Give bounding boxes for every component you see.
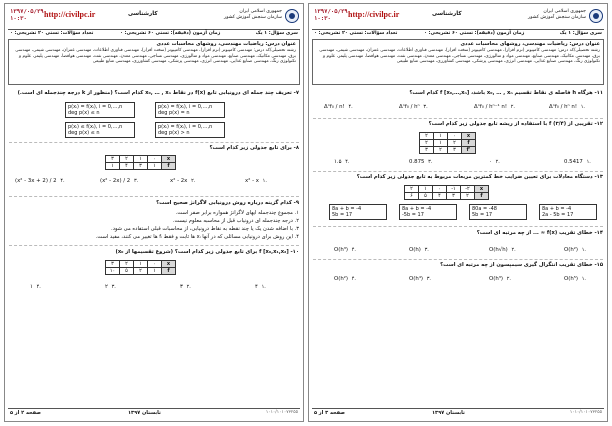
divider [9, 245, 299, 246]
table-cell: ۳ [448, 147, 462, 154]
option-number: ۳. [133, 178, 139, 184]
option-3[interactable] [399, 204, 457, 220]
org-line-2: سازمان سنجش آموزش کشور [528, 15, 586, 20]
footer-code: ۱۰۱۰/۱۰۱۰۷۳۲۵۵ [569, 410, 602, 415]
option-1[interactable] [549, 104, 585, 111]
exam-page-left [4, 3, 304, 422]
question-number: ۱۳- [594, 174, 603, 180]
question-text: دستگاه معادلات برای تعیین ضرایب خط کمترین مربعات مربوط به تابع جدولی زیر کدام است؟ [356, 174, 593, 180]
option-value: Δⁿf₀ / hⁿ⁻¹ n! [474, 104, 507, 110]
option-2[interactable] [469, 204, 527, 220]
bar-col-3: سری سؤال: ۱ یک [559, 31, 602, 36]
table-header-x: x [162, 156, 176, 163]
option-number: ۴. [345, 159, 350, 165]
option-4[interactable] [30, 284, 41, 291]
table-cell: -۱ [447, 186, 461, 193]
table-cell: ۱ [434, 140, 448, 147]
option-value: O(h³) [489, 276, 504, 282]
option-2[interactable]: ۲. درجه چندجمله ای درونیاب قبل از محاسبه معلوم نیست. [172, 218, 299, 224]
footer-code: ۱۰۱۰/۱۰۱۰۷۳۲۵۵ [265, 410, 298, 415]
option-line: 8a + b = -4 [542, 206, 572, 212]
option-line: deg p(x) = n [158, 110, 190, 116]
option-number: ۲. [510, 104, 515, 110]
question-number: ۷- [293, 90, 299, 96]
option-4[interactable] [324, 104, 353, 111]
option-4[interactable] [334, 159, 350, 166]
table-cell: ۱ [419, 186, 433, 193]
header-org [224, 9, 282, 21]
option-value: O(h⁵) [564, 276, 579, 282]
option-3[interactable] [409, 159, 432, 166]
footer-page-number: صفحه ۳ از ۵ [314, 410, 346, 416]
option-4[interactable] [334, 276, 356, 283]
question-10 [9, 249, 299, 256]
option-number: ۴. [60, 178, 65, 184]
header-url-link[interactable]: http://civilpc.ir [348, 10, 400, 19]
bar-col-1: تعداد سؤالات: تستی ۲۰ تشریحی: ۰ [10, 31, 94, 36]
table-cell: ۲ [420, 140, 434, 147]
course-fields: رشته تحصیلی/کد درس: مهندسی کامپیوتر (نرم افزار)، مهندسی کامپیوتر (سخت افزار)، مهندسی فناوری اطلاعات، مهندسی عمران، مهندسی شیمی، مهندسی برق، مهندسی مکانیک، مهندسی صنایع، مهندسی مواد و متالورژی، مهندسی نساجی، مهندسی معدن، مهندسی نفت، مهندسی هوافضا، مهندسی پلیمر، علوم و تکنولوژی رنگ، مهندسی صنایع غذایی، مهندسی انرژی، مهندسی پزشکی، مهندسی کشاورزی، مهندسی منابع طبیعی [319, 48, 600, 65]
question-number: ۱۵- [594, 262, 603, 268]
university-logo-icon [589, 9, 603, 23]
option-line: deg p(x) ≤ n [68, 130, 100, 136]
option-line: p(xᵢ) ≤ f(xᵢ), i = 0,…,n [68, 124, 123, 130]
divider [312, 408, 604, 409]
option-line: 2a - 5b = 17 [542, 212, 574, 218]
divider [313, 118, 603, 119]
data-table [105, 260, 176, 275]
option-value: ۰ [489, 159, 492, 165]
option-value: ۳ [180, 284, 183, 290]
course-title: عنوان درس: ریاضیات مهندسی، روشهای محاسبات عددی [460, 41, 600, 47]
option-value: ۴ [255, 284, 258, 290]
option-value: (x² - 2x) / 2 [100, 178, 131, 184]
table-cell: ۶ [405, 193, 419, 200]
option-1[interactable] [539, 204, 597, 220]
footer-term: تابستان ۱۳۹۷ [128, 410, 161, 416]
table-cell: ۲ [461, 193, 475, 200]
table-cell: ۱ [134, 261, 148, 268]
option-number: ۲. [186, 284, 191, 290]
option-3[interactable] [409, 247, 429, 254]
question-11 [313, 90, 603, 97]
question-text: برای تابع جدولی زیر کدام است؟ [209, 145, 292, 151]
option-number: ۲. [191, 178, 196, 184]
option-1[interactable] [564, 247, 586, 254]
table-cell: ۰ [148, 156, 162, 163]
org-line-2: سازمان سنجش آموزش کشور [224, 15, 282, 20]
org-line-1: جمهوری اسلامی ایران [543, 9, 586, 14]
header-date-time [314, 9, 348, 23]
option-number: ۳. [111, 284, 116, 290]
divider [313, 259, 603, 260]
option-3[interactable]: ۳. با اضافه شدن یک یا چند نقطه به نقاط درونیابی، از محاسبات قبلی استفاده می شود. [111, 226, 299, 232]
header-time: ۱۰:۳۰ [10, 16, 27, 22]
table-cell: ۳ [447, 193, 461, 200]
table-cell: ۳ [134, 163, 148, 170]
footer-term: تابستان ۱۳۹۷ [432, 410, 465, 416]
option-number: ۴. [36, 284, 41, 290]
divider [313, 226, 603, 227]
option-number: ۱. [581, 247, 587, 253]
option-line: 5b = 17 [472, 212, 493, 218]
option-value: x² - 2x [170, 178, 188, 184]
option-1[interactable] [564, 159, 591, 166]
table-cell: ۲ [405, 186, 419, 193]
page-header [312, 7, 604, 29]
option-2[interactable] [65, 102, 135, 118]
option-value: O(h²) [334, 276, 349, 282]
option-4[interactable]: ۴. این روش برای درونیابی مسائلی که در آنها xᵢ ها ثابت و فقط fᵢ ها تغییر می کنند، مفید است. [95, 234, 299, 240]
option-value: O(h³) [334, 247, 349, 253]
option-line: p(xᵢ) = f(xᵢ), i = 0,…,n [68, 104, 123, 110]
divider [9, 196, 299, 197]
table-cell: ۲ [120, 261, 134, 268]
option-line: deg p(x) ≤ n [68, 110, 100, 116]
table-header-x: x [475, 186, 489, 193]
org-line-1: جمهوری اسلامی ایران [239, 9, 282, 14]
course-info-box [312, 39, 604, 85]
question-14 [313, 230, 603, 237]
divider [8, 29, 300, 30]
option-value: 0.875 [409, 159, 425, 165]
table-cell: ۱ [148, 268, 162, 275]
table-header-fp: f' [462, 147, 476, 154]
option-number: ۳. [423, 104, 428, 110]
course-info-box [8, 39, 300, 85]
divider [8, 408, 300, 409]
header-date: ۱۳۹۷/۰۵/۲۹ [10, 9, 44, 15]
header-date-time [10, 9, 44, 23]
table-cell: ۲ [120, 156, 134, 163]
question-text: کدام گزینه درباره روش درونیابی لاگرانژ صحیح است؟ [156, 200, 292, 206]
option-number: ۱. [262, 178, 267, 184]
option-number: ۴. [351, 247, 357, 253]
table-cell: ۲ [434, 147, 448, 154]
question-12 [313, 121, 603, 128]
question-text: هرگاه h فاصله ی نقاط تقسیم x₀, … , xₙ باشد، [x₀,…,xₙ] f کدام است؟ [409, 90, 593, 96]
table-header-x: x [462, 133, 476, 140]
table-cell: ۵ [419, 193, 433, 200]
option-2[interactable] [489, 247, 516, 254]
option-number: ۲. [506, 276, 512, 282]
question-number: ۸- [293, 145, 299, 151]
option-value: O(h) [409, 247, 421, 253]
option-1[interactable] [155, 102, 225, 118]
question-text: تعریف چند جمله ای درونیابی تابع f(x) در نقاط x₀, … , xₙ کدام است؟ (منظور از k درجه چندجمله ای است.) [17, 90, 292, 96]
question-15 [313, 262, 603, 269]
page-footer [8, 410, 300, 418]
table-header-f: f [475, 193, 489, 200]
option-value: Δⁿf₀ / hⁿ n! [549, 104, 577, 110]
question-number: ۱۲- [594, 121, 603, 127]
page-header [8, 7, 300, 29]
header-org [528, 9, 586, 21]
option-1[interactable] [245, 178, 267, 185]
table-cell: ۰ [448, 133, 462, 140]
option-value: O(h⁴) [409, 276, 424, 282]
option-4[interactable] [334, 247, 356, 254]
table-header-x: x [162, 261, 176, 268]
table-cell: ۰ [433, 186, 447, 193]
option-value: 0.5417 [564, 159, 583, 165]
option-4[interactable] [15, 178, 65, 185]
option-number: ۱. [261, 284, 266, 290]
table-cell: ۵ [120, 268, 134, 275]
option-3[interactable] [105, 284, 116, 291]
data-table [105, 155, 176, 170]
option-number: ۲. [511, 247, 516, 253]
option-4[interactable] [65, 122, 135, 138]
divider [313, 171, 603, 172]
option-value: O(h√h) [489, 247, 508, 253]
option-line: 8a + b = -4 [402, 206, 432, 212]
header-level: کارشناسی [432, 11, 462, 17]
option-value: Δⁿf₀ / n! [324, 104, 345, 110]
option-3[interactable] [100, 178, 138, 185]
table-cell: ۱ [106, 163, 120, 170]
table-cell: ۲ [134, 268, 148, 275]
option-number: ۱. [581, 276, 587, 282]
question-text: تقریبی از (۳/۴) f با استفاده از ریشه تابع جدولی زیر کدام است؟ [428, 121, 593, 127]
bar-col-3: سری سؤال: ۱ یک [255, 31, 298, 36]
header-date: ۱۳۹۷/۰۵/۲۹ [314, 9, 348, 15]
option-value: O(h²) [564, 247, 579, 253]
question-text: خطای تقریب انتگرال گیری سیمپسون از چه مرتبه ای است؟ [440, 262, 593, 268]
option-line: -5b = 17 [402, 212, 424, 218]
option-2[interactable] [474, 104, 515, 111]
table-cell: ۲ [420, 133, 434, 140]
question-number: ۱۴- [594, 230, 603, 236]
option-value: x² - x [245, 178, 259, 184]
data-table [404, 185, 489, 200]
option-2[interactable] [489, 276, 511, 283]
table-cell: ۱ [148, 163, 162, 170]
option-number: ۳. [426, 276, 432, 282]
option-4[interactable] [329, 204, 387, 220]
option-line: p(xᵢ) = f(xᵢ), i = 0,…,n [158, 124, 213, 130]
option-value: ۱.۵ [334, 159, 342, 165]
question-number: ۱۱- [594, 90, 603, 96]
table-cell: ۴ [120, 163, 134, 170]
question-9 [9, 200, 299, 207]
option-number: ۲. [495, 159, 500, 165]
question-text: [x₀,x₁,x₂] f برای تابع جدولی زیر کدام است؟ (شروع تقسیمها از x₀) [115, 249, 289, 255]
option-line: 8a + b = -4 [332, 206, 362, 212]
question-number: ۱۰- [290, 249, 299, 255]
table-cell: ۳ [106, 156, 120, 163]
question-8 [9, 145, 299, 152]
table-cell: ۱ [134, 156, 148, 163]
option-number: ۱. [586, 159, 591, 165]
option-1[interactable] [255, 284, 266, 291]
option-3[interactable] [155, 122, 225, 138]
option-1[interactable]: ۱. مجموع چندجمله ایهای لاگرانژ همواره برابر صفر است. [175, 210, 299, 216]
question-13 [313, 174, 603, 181]
data-table [419, 132, 476, 154]
question-7 [9, 90, 299, 97]
header-time: ۱۰:۳۰ [314, 16, 331, 22]
table-cell: ۱۰ [106, 268, 120, 275]
university-logo-icon [285, 9, 299, 23]
option-number: ۴. [351, 276, 357, 282]
option-value: ۲ [105, 284, 108, 290]
question-number: ۹- [293, 200, 299, 206]
option-number: ۳. [424, 247, 429, 253]
footer-page-number: صفحه ۲ از ۵ [10, 410, 42, 416]
table-header-f: f [162, 268, 176, 275]
bar-col-2: زمان آزمون (دقیقه): تستی ۶۰ تشریحی: ۰ [424, 31, 525, 36]
option-2[interactable] [170, 178, 195, 185]
divider [312, 29, 604, 30]
option-line: p(xᵢ) = f(xᵢ), i = 0,…,n [158, 104, 213, 110]
option-line: 80a = -48 [472, 206, 497, 212]
question-text: خطای تقریب f(x) ≈ ... از چه مرتبه ای است؟ [476, 230, 593, 236]
option-number: ۳. [428, 159, 433, 165]
option-number: ۴. [348, 104, 353, 110]
header-url-link[interactable]: http://civilpc.ir [44, 10, 96, 19]
option-line: deg p(x) > n [158, 130, 190, 136]
option-value: Δⁿf₀ / hⁿ [399, 104, 420, 110]
option-2[interactable] [180, 284, 191, 291]
divider [9, 142, 299, 143]
table-cell: ۱ [434, 133, 448, 140]
exam-page-right [308, 3, 608, 422]
table-cell: ۳ [106, 261, 120, 268]
bar-col-1: تعداد سؤالات: تستی ۲۰ تشریحی: ۰ [314, 31, 398, 36]
header-level: کارشناسی [128, 11, 158, 17]
option-3[interactable] [409, 276, 431, 283]
page-footer [312, 410, 604, 418]
table-cell: ۳ [420, 147, 434, 154]
option-number: ۱. [580, 104, 585, 110]
course-title: عنوان درس: ریاضیات مهندسی، روشهای محاسبات عددی [156, 41, 296, 47]
option-3[interactable] [399, 104, 428, 111]
table-cell: -۲ [461, 186, 475, 193]
table-header-f: f [462, 140, 476, 147]
option-2[interactable] [489, 159, 500, 166]
option-1[interactable] [564, 276, 586, 283]
option-line: 5b = 17 [332, 212, 353, 218]
course-fields: رشته تحصیلی/کد درس: مهندسی کامپیوتر (نرم افزار)، مهندسی کامپیوتر (سخت افزار)، مهندسی فناوری اطلاعات، مهندسی عمران، مهندسی شیمی، مهندسی برق، مهندسی مکانیک، مهندسی صنایع، مهندسی مواد و متالورژی، مهندسی نساجی، مهندسی معدن، مهندسی نفت، مهندسی هوافضا، مهندسی پلیمر، علوم و تکنولوژی رنگ، مهندسی صنایع غذایی، مهندسی انرژی، مهندسی پزشکی، مهندسی کشاورزی، مهندسی منابع طبیعی [15, 48, 296, 65]
table-header-f: f [162, 163, 176, 170]
option-value: ۱ [30, 284, 33, 290]
bar-col-2: زمان آزمون (دقیقه): تستی ۶۰ تشریحی: ۰ [120, 31, 221, 36]
table-cell: ۴ [433, 193, 447, 200]
table-cell: ۲ [448, 140, 462, 147]
option-value: (x² - 3x + 2) / 2 [15, 178, 57, 184]
table-cell: ۰ [148, 261, 162, 268]
